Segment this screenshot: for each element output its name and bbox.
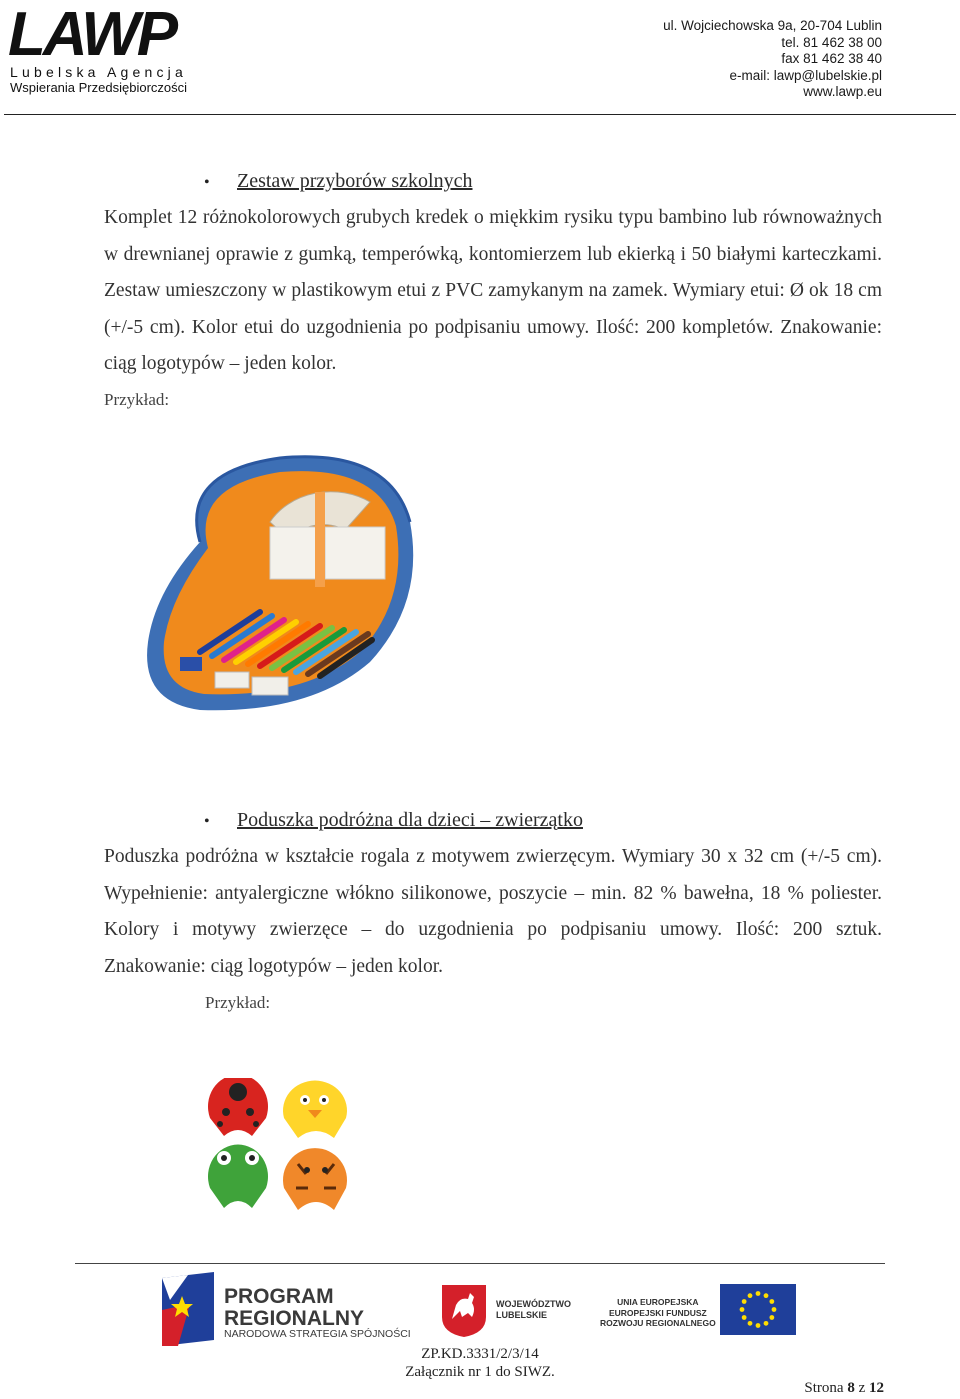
eu-star-icon [769,1315,774,1320]
eu-star-icon [764,1321,769,1326]
program-regionalny-flag-logo [160,1270,216,1348]
document-reference [380,1345,580,1381]
tiger-pillow [283,1148,347,1210]
fax: fax 81 462 38 40 [781,51,882,66]
bullet-marker: • [204,813,210,830]
ladybug-pillow [208,1078,268,1136]
eu-star-icon [748,1293,753,1298]
eu-fund-text: UNIA EUROPEJSKA EUROPEJSKI FUNDUSZ ROZWOJU REGIONALNEGO [600,1297,716,1328]
nss-text: NARODOWA STRATEGIA SPÓJNOŚCI [224,1328,411,1340]
reference-number: ZP.KD.3331/2/3/14 [421,1346,539,1362]
eu-star-icon [764,1293,769,1298]
bullet-marker: • [204,174,210,191]
frog-pillow [208,1145,268,1208]
pencil-case-image [140,452,425,717]
eu-star-icon [756,1291,761,1296]
logo-subtitle-line2: Wspierania Przedsiębiorczości [10,80,188,95]
page-number: Strona 8 z 12 [804,1380,884,1396]
section-body-travel-pillow: Poduszka podróżna w kształcie rogala z motywem zwierzęcym. Wymiary 30 x 32 cm (+/-5 cm). Wypełnienie: antyalergiczne włókno silikonowe, poszycie – min. 82 % bawełna, 18 % poliester. Kolory i motywy zwierzęce – do uzgodnienia po podpisaniu umowy. Ilość: 200 sztuk. Znakowanie: ciąg logotypów – jeden kolor. [104,846,882,977]
contact-block [663,18,882,101]
lubelskie-crest-logo [440,1283,488,1339]
eu-flag-icon [720,1284,796,1335]
chick-pillow [283,1081,347,1138]
section-body-school-set: Komplet 12 różnokolorowych grubych kredek o miękkim rysiku typu bambino lub równoważnych w drewnianej oprawie z gumką, temperówką, kontomierzem lub ekierką i 50 białymi karteczkami. Zestaw umieszczony w plastikowym etui z PVC zamykanym na zamek. Wymiary etui: Ø ok 18 cm (+/-5 cm). Kolor etui do uzgodnienia po podpisaniu umowy. Ilość: 200 kompletów. Znakowanie: ciąg logotypów – jeden kolor. [104,207,882,375]
website: www.lawp.eu [803,84,882,99]
example-label: Przykład: [104,390,170,409]
eu-star-icon [756,1323,761,1328]
eu-star-icon [769,1299,774,1304]
attachment-label: Załącznik nr 1 do SIWZ. [405,1364,555,1380]
address: ul. Wojciechowska 9a, 20-704 Lublin [663,18,882,33]
logo-subtitle-line1: Lubelska Agencja [10,64,187,80]
program-regionalny-text: PROGRAM REGIONALNY [224,1285,365,1330]
lawp-logo: LAWP [8,0,176,69]
example-label: Przykład: [205,993,271,1012]
eu-star-icon [748,1321,753,1326]
header-divider [4,114,956,115]
phone: tel. 81 462 38 00 [781,34,882,50]
email: e-mail: lawp@lubelskie.pl [729,67,882,83]
section-heading-travel-pillow: Poduszka podróżna dla dzieci – zwierzątko [237,809,583,831]
eu-star-icon [742,1299,747,1304]
eu-star-icon [740,1307,745,1312]
section-heading-school-set: Zestaw przyborów szkolnych [237,170,473,192]
voivodeship-text: WOJEWÓDZTWO LUBELSKIE [496,1299,571,1320]
travel-pillows-image [200,1078,360,1218]
eu-star-icon [742,1315,747,1320]
footer-divider [75,1263,885,1264]
eu-star-icon [772,1307,777,1312]
